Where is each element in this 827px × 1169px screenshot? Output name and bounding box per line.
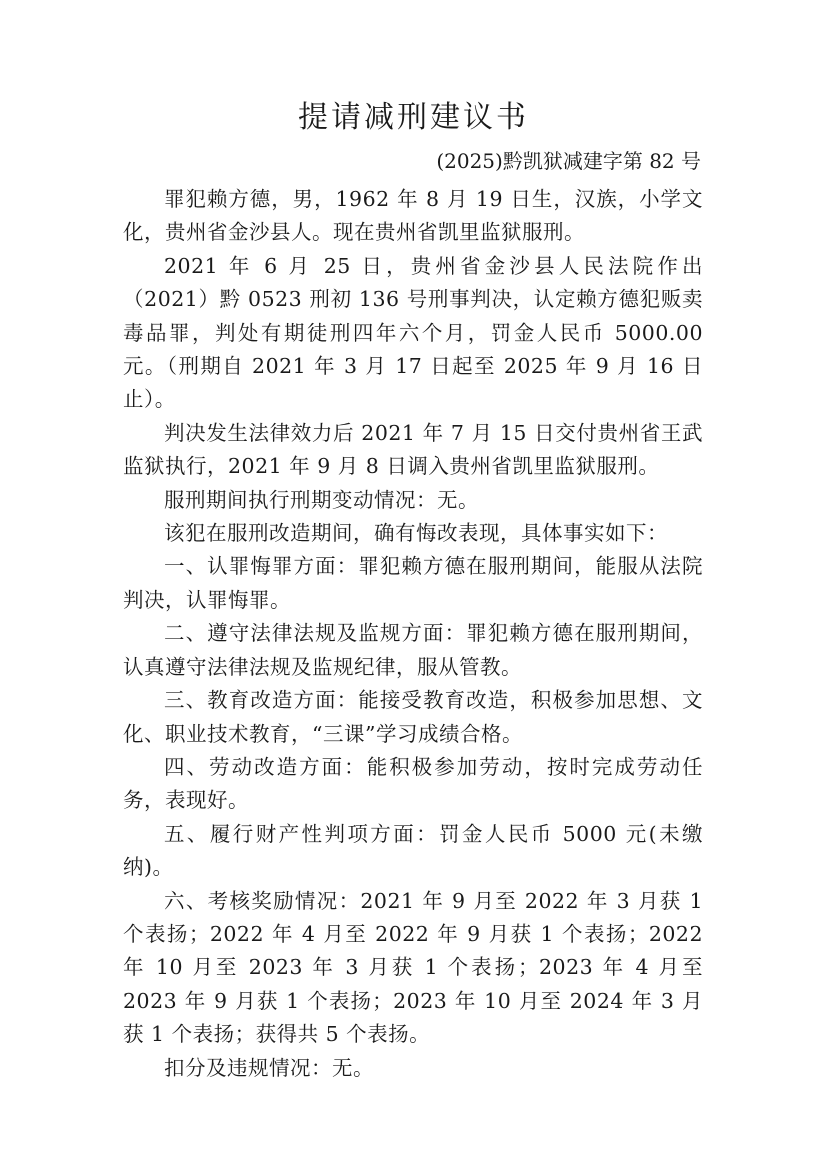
paragraph-sentence-change: 服刑期间执行刑期变动情况：无。: [164, 487, 479, 512]
document-body: [123, 183, 703, 1085]
paragraph-item-4: 四、劳动改造方面：能积极参加劳动，按时完成劳动任务，表现好。: [123, 754, 703, 813]
paragraph-judgment: 2021 年 6 月 25 日，贵州省金沙县人民法院作出（2021）黔 0523 刑初 136 号刑事判决，认定赖方德犯贩卖毒品罪，判处有期徒刑四年六个月，罚金人民币 5000.00 元。（刑期自 2021 年 3 月 17 日起至 2025 年 9 月 16 日止）。: [123, 253, 703, 412]
paragraph-item-6: 六、考核奖励情况：2021 年 9 月至 2022 年 3 月获 1 个表扬；2022 年 4 月至 2022 年 9 月获 1 个表扬；2022 年 10 月至 2023 年 3 月获 1 个表扬；2023 年 4 月至 2023 年 9 月获 1 个表扬；2023 年 10 月至 2024 年 3 月获 1 个表扬；获得共 5 个表扬。: [123, 888, 703, 1047]
paragraph-repentance-intro: 该犯在服刑改造期间，确有悔改表现，具体事实如下：: [164, 521, 668, 546]
document-title: 提请减刑建议书: [298, 100, 529, 135]
document-number: (2025)黔凯狱减建字第 82 号: [436, 149, 701, 173]
paragraph-item-3: 三、教育改造方面：能接受教育改造，积极参加思想、文化、职业技术教育，“三课”学习成绩合格。: [123, 688, 703, 746]
paragraph-item-1: 一、认罪悔罪方面：罪犯赖方德在服刑期间，能服从法院判决，认罪悔罪。: [123, 554, 703, 612]
paragraph-criminal-info: 罪犯赖方德，男，1962 年 8 月 19 日生，汉族，小学文化，贵州省金沙县人。现在贵州省凯里监狱服刑。: [123, 187, 703, 245]
paragraph-transfer: 判决发生法律效力后 2021 年 7 月 15 日交付贵州省王武监狱执行，2021 年 9 月 8 日调入贵州省凯里监狱服刑。: [123, 420, 703, 479]
paragraph-violations: 扣分及违规情况：无。: [164, 1055, 374, 1080]
paragraph-item-5: 五、履行财产性判项方面：罚金人民币 5000 元(未缴纳)。: [123, 821, 703, 880]
paragraph-item-2: 二、遵守法律法规及监规方面：罪犯赖方德在服刑期间，认真遵守法律法规及监规纪律，服从管教。: [123, 621, 703, 679]
